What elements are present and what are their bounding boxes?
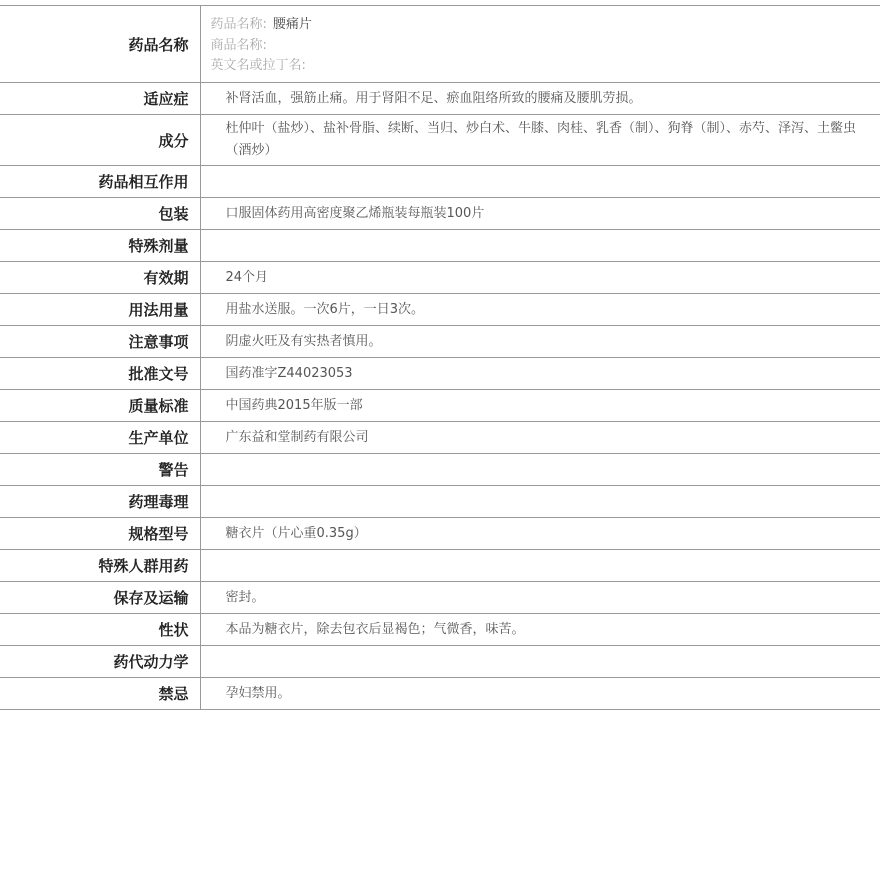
spec-row bbox=[0, 422, 880, 454]
spec-label: 注意事项 bbox=[0, 326, 200, 358]
spec-row bbox=[0, 115, 880, 166]
spec-row bbox=[0, 550, 880, 582]
english-name-label: 英文名或拉丁名: bbox=[210, 58, 306, 73]
english-name-line bbox=[211, 56, 871, 77]
spec-value bbox=[200, 646, 880, 678]
spec-row bbox=[0, 166, 880, 198]
spec-value: 口服固体药用高密度聚乙烯瓶装每瓶装100片 bbox=[200, 198, 880, 230]
spec-value: 广东益和堂制药有限公司 bbox=[200, 422, 880, 454]
spec-row bbox=[0, 326, 880, 358]
spec-label: 特殊人群用药 bbox=[0, 550, 200, 582]
spec-value bbox=[200, 166, 880, 198]
spec-value: 孕妇禁用。 bbox=[200, 678, 880, 710]
spec-label: 成分 bbox=[0, 115, 200, 166]
spec-row bbox=[0, 198, 880, 230]
spec-label: 保存及运输 bbox=[0, 582, 200, 614]
spec-value bbox=[200, 454, 880, 486]
spec-label: 生产单位 bbox=[0, 422, 200, 454]
spec-row bbox=[0, 646, 880, 678]
spec-label: 药品相互作用 bbox=[0, 166, 200, 198]
spec-value: 中国药典2015年版一部 bbox=[200, 390, 880, 422]
spec-row bbox=[0, 230, 880, 262]
spec-row bbox=[0, 678, 880, 710]
spec-row bbox=[0, 582, 880, 614]
spec-label: 质量标准 bbox=[0, 390, 200, 422]
spec-row bbox=[0, 262, 880, 294]
spec-row bbox=[0, 358, 880, 390]
generic-name-label: 药品名称: bbox=[210, 17, 267, 32]
spec-label: 有效期 bbox=[0, 262, 200, 294]
generic-name-value: 腰痛片 bbox=[272, 17, 312, 32]
spec-row bbox=[0, 518, 880, 550]
spec-row bbox=[0, 390, 880, 422]
spec-row bbox=[0, 294, 880, 326]
spec-value: 杜仲叶（盐炒）、盐补骨脂、续断、当归、炒白术、牛膝、肉桂、乳香（制）、狗脊（制）、赤芍、泽泻、土鳖虫（酒炒） bbox=[200, 115, 880, 166]
generic-name-line bbox=[211, 15, 871, 36]
spec-value: 糖衣片（片心重0.35g） bbox=[200, 518, 880, 550]
spec-label: 性状 bbox=[0, 614, 200, 646]
spec-row bbox=[0, 486, 880, 518]
spec-value bbox=[200, 486, 880, 518]
spec-value bbox=[200, 550, 880, 582]
spec-value: 24个月 bbox=[200, 262, 880, 294]
spec-label: 包装 bbox=[0, 198, 200, 230]
spec-row bbox=[0, 454, 880, 486]
spec-value bbox=[200, 230, 880, 262]
spec-label: 适应症 bbox=[0, 83, 200, 115]
spec-row bbox=[0, 614, 880, 646]
spec-label: 禁忌 bbox=[0, 678, 200, 710]
drug-spec-table bbox=[0, 5, 880, 710]
spec-value: 用盐水送服。一次6片，一日3次。 bbox=[200, 294, 880, 326]
spec-row-name bbox=[0, 6, 880, 83]
spec-label: 药代动力学 bbox=[0, 646, 200, 678]
spec-label: 用法用量 bbox=[0, 294, 200, 326]
trade-name-label: 商品名称: bbox=[210, 37, 267, 53]
spec-label: 特殊剂量 bbox=[0, 230, 200, 262]
spec-row bbox=[0, 83, 880, 115]
spec-label: 警告 bbox=[0, 454, 200, 486]
spec-label: 批准文号 bbox=[0, 358, 200, 390]
spec-value: 本品为糖衣片，除去包衣后显褐色；气微香，味苦。 bbox=[200, 614, 880, 646]
spec-value: 补肾活血，强筋止痛。用于肾阳不足、瘀血阻络所致的腰痛及腰肌劳损。 bbox=[200, 83, 880, 115]
spec-value: 国药准字Z44023053 bbox=[200, 358, 880, 390]
spec-label: 药理毒理 bbox=[0, 486, 200, 518]
spec-value: 阴虚火旺及有实热者慎用。 bbox=[200, 326, 880, 358]
spec-name-block bbox=[200, 6, 880, 83]
trade-name-line bbox=[211, 36, 871, 57]
spec-label-name: 药品名称 bbox=[0, 6, 200, 83]
spec-label: 规格型号 bbox=[0, 518, 200, 550]
spec-value: 密封。 bbox=[200, 582, 880, 614]
